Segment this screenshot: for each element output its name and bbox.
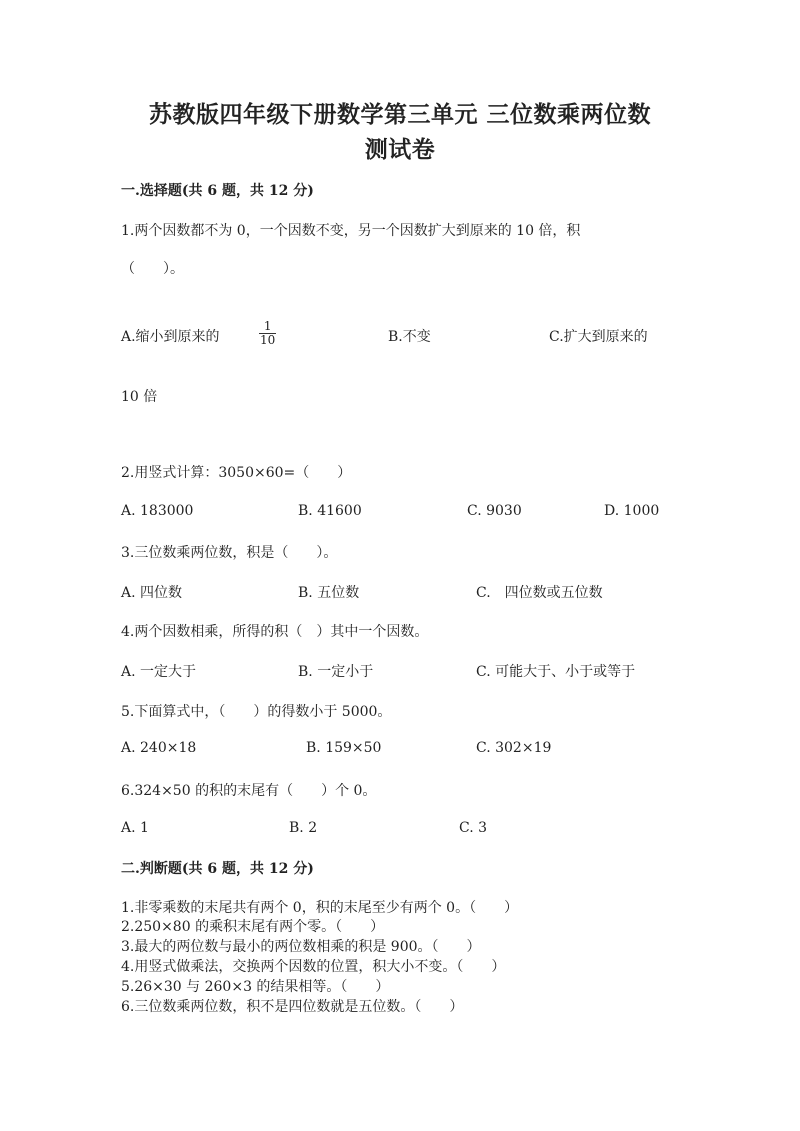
section-heading-true-false: 二.判断题(共 6 题，共 12 分) — [121, 861, 314, 877]
true-false-item-6[interactable]: 6.三位数乘两位数，积不是四位数就是五位数。（ ） — [121, 999, 464, 1015]
question-5-option-a[interactable]: A. 240×18 — [121, 740, 197, 756]
question-2-option-a[interactable]: A. 183000 — [121, 503, 194, 519]
question-2-option-c[interactable]: C. 9030 — [467, 503, 522, 519]
true-false-item-4[interactable]: 4.用竖式做乘法，交换两个因数的位置，积大小不变。（ ） — [121, 959, 506, 975]
question-5-stem: 5.下面算式中，（ ）的得数小于 5000。 — [121, 704, 392, 720]
question-1-option-c-continued: 10 倍 — [121, 389, 158, 405]
question-2-option-d[interactable]: D. 1000 — [604, 503, 660, 519]
true-false-item-1[interactable]: 1.非零乘数的末尾共有两个 0，积的末尾至少有两个 0。（ ） — [121, 900, 519, 916]
question-3-option-c[interactable]: C. 四位数或五位数 — [476, 585, 603, 601]
question-4-option-b[interactable]: B. 一定小于 — [298, 664, 374, 680]
question-4-stem: 4.两个因数相乘，所得的积（ ）其中一个因数。 — [121, 624, 429, 640]
question-1-option-c[interactable]: C.扩大到原来的 — [549, 329, 648, 345]
fraction-one-tenth — [259, 320, 276, 347]
question-2-stem: 2.用竖式计算：3050×60=（ ） — [121, 465, 352, 481]
option-a-text: A.缩小到原来的 — [121, 329, 220, 345]
question-4-option-a[interactable]: A. 一定大于 — [121, 664, 197, 680]
true-false-item-3[interactable]: 3.最大的两位数与最小的两位数相乘的积是 900。（ ） — [121, 939, 481, 955]
question-3-option-a[interactable]: A. 四位数 — [121, 585, 183, 601]
question-6-option-c[interactable]: C. 3 — [459, 820, 488, 836]
section-heading-choice: 一.选择题(共 6 题，共 12 分) — [121, 183, 314, 199]
question-6-option-b[interactable]: B. 2 — [289, 820, 318, 836]
true-false-item-2[interactable]: 2.250×80 的乘积末尾有两个零。（ ） — [121, 919, 385, 935]
question-6-option-a[interactable]: A. 1 — [121, 820, 149, 836]
fraction-denominator: 10 — [260, 333, 276, 347]
question-5-option-b[interactable]: B. 159×50 — [306, 740, 382, 756]
question-3-option-b[interactable]: B. 五位数 — [298, 585, 360, 601]
question-1-option-b[interactable]: B.不变 — [388, 329, 431, 345]
question-5-option-c[interactable]: C. 302×19 — [476, 740, 552, 756]
question-3-stem: 3.三位数乘两位数，积是（ ）。 — [121, 545, 338, 561]
question-1-option-a[interactable] — [121, 326, 220, 346]
question-1-stem-line1: 1.两个因数都不为 0，一个因数不变，另一个因数扩大到原来的 10 倍，积 — [121, 223, 581, 239]
page-title-line1: 苏教版四年级下册数学第三单元 三位数乘两位数 — [148, 101, 651, 128]
question-6-stem: 6.324×50 的积的末尾有（ ）个 0。 — [121, 783, 377, 799]
true-false-item-5[interactable]: 5.26×30 与 260×3 的结果相等。（ ） — [121, 979, 390, 995]
page-title-line2: 测试卷 — [364, 136, 436, 163]
question-2-option-b[interactable]: B. 41600 — [298, 503, 362, 519]
question-1-stem-line2: （ ）。 — [121, 261, 184, 277]
fraction-numerator: 1 — [263, 319, 272, 333]
question-4-option-c[interactable]: C. 可能大于、小于或等于 — [476, 664, 636, 680]
